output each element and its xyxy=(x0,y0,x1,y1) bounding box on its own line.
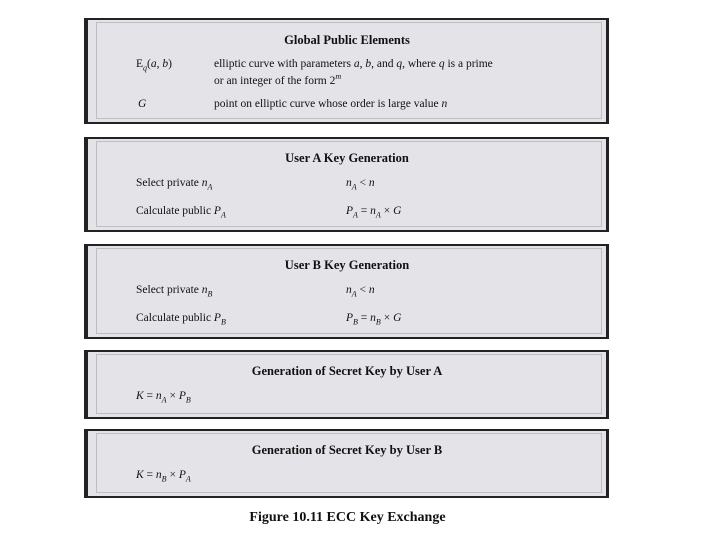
secret-a-panel-title: Generation of Secret Key by User A xyxy=(251,364,443,378)
user-b-select-formula-render: $n_A < n$ xyxy=(346,284,375,299)
user-b-select-label-render: Select private $n_B$ xyxy=(136,284,213,299)
secret-b-panel-title: Generation of Secret Key by User B xyxy=(251,443,443,457)
user-a-select-label-render: Select private $n_A$ xyxy=(136,177,213,192)
g-symbol: G xyxy=(138,98,147,110)
secret-key-user-b-panel xyxy=(84,429,609,498)
curve-description-line2-render: or an integer of the form 2$^m$ xyxy=(214,72,342,87)
user-b-public-label-render: Calculate public $P_B$ xyxy=(136,312,226,327)
secret-a-formula-render: $K = n_A \times P_B$ xyxy=(136,390,191,405)
panel-inner-border xyxy=(96,354,602,414)
user-a-key-generation-panel xyxy=(84,137,609,232)
user-a-public-formula-render: $P_A = n_A \times G$ xyxy=(346,205,402,220)
user-a-public-label-render: Calculate public $P_A$ xyxy=(136,205,226,220)
global-public-elements-panel xyxy=(84,18,609,124)
secret-b-formula-render: $K = n_B \times P_A$ xyxy=(136,469,191,484)
user-b-panel-title: User B Key Generation xyxy=(284,258,410,272)
curve-description-line1-render: elliptic curve with parameters a, b, and q, where q is a prime xyxy=(214,58,493,70)
curve-symbol-render: $E_q(a$, b) xyxy=(136,58,172,73)
secret-key-user-a-panel xyxy=(84,350,609,419)
user-a-select-formula-render: $n_A < n$ xyxy=(346,177,375,192)
figure-caption: Figure 10.11 ECC Key Exchange xyxy=(249,510,446,525)
g-description-render: point on elliptic curve whose order is large value n xyxy=(214,98,448,110)
panel-inner-border xyxy=(96,433,602,493)
user-b-key-generation-panel xyxy=(84,244,609,339)
user-a-panel-title: User A Key Generation xyxy=(285,151,409,165)
user-b-public-formula-render: $P_B = n_B \times G$ xyxy=(346,312,402,327)
global-panel-title: Global Public Elements xyxy=(284,33,410,47)
